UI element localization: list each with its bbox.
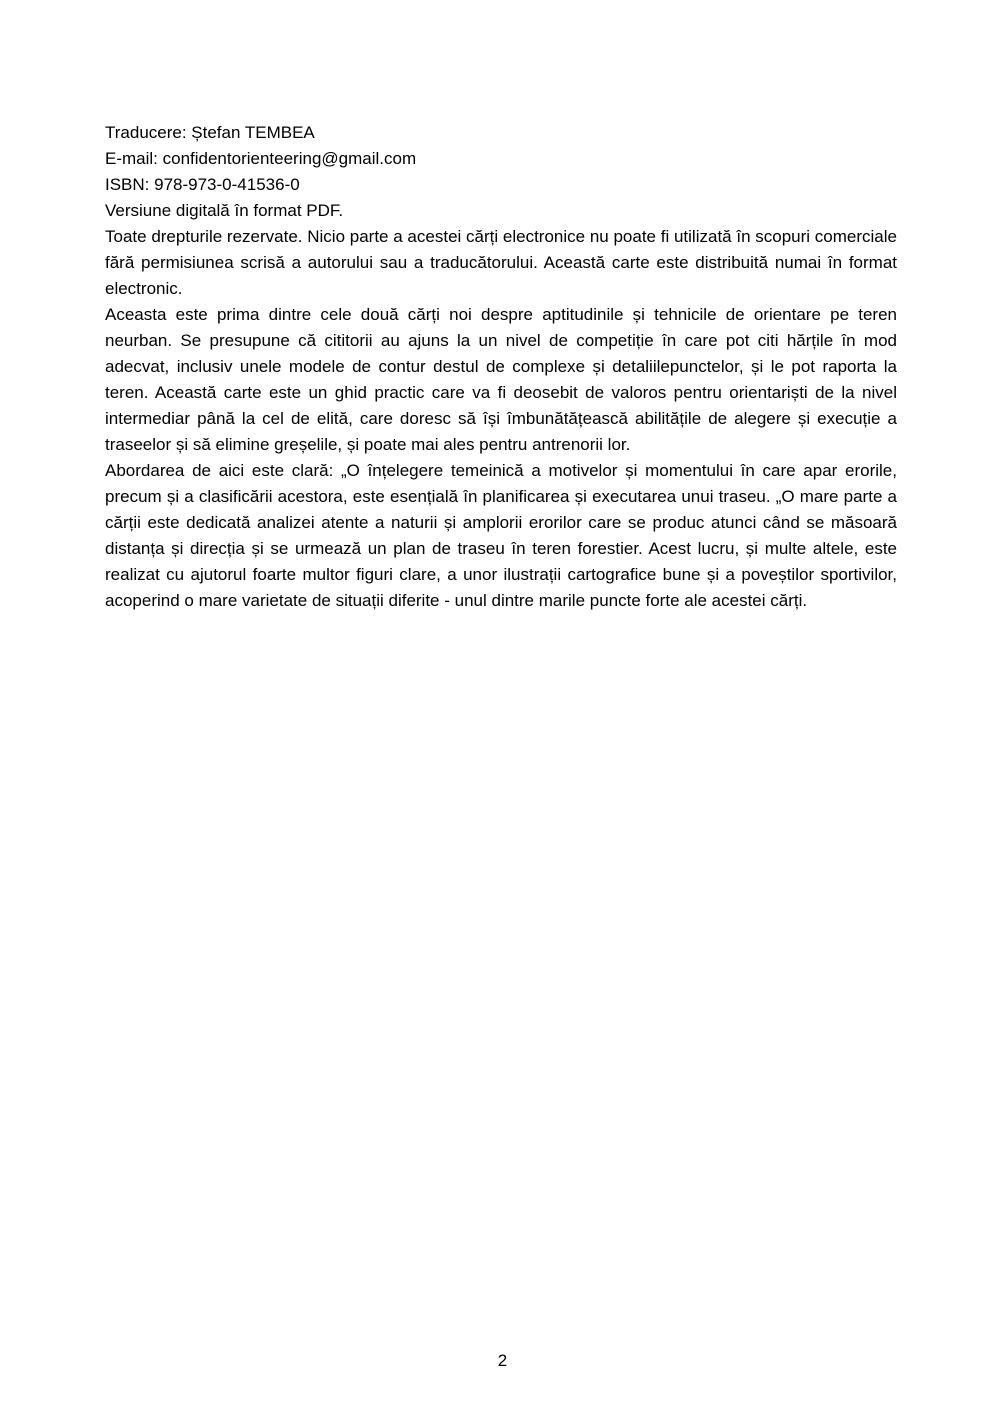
- intro-paragraph: Aceasta este prima dintre cele două cărți noi despre aptitudinile și tehnicile de orientare pe teren neurban. Se presupune că cititorii au ajuns la un nivel de competiție în care pot citi hărțile în mod adecvat, inclusiv unele modele de contur destul de complexe și detaliilepunctelor, și le pot raporta la teren. Această carte este un ghid practic care va fi deosebit de valoros pentru orientariști de la nivel intermediar până la cel de elită, care doresc să își îmbunătățească abilitățile de alegere și execuție a traseelor și să elimine greșelile, și poate mai ales pentru antrenorii lor.: [105, 305, 897, 454]
- translator-line: Traducere: Ștefan TEMBEA: [105, 123, 315, 142]
- email-line: E-mail: confidentorienteering@gmail.com: [105, 149, 417, 168]
- isbn-line: ISBN: 978-973-0-41536-0: [105, 175, 300, 194]
- page-content: [105, 120, 897, 614]
- page-number: 2: [497, 1351, 508, 1370]
- format-line: Versiune digitală în format PDF.: [105, 201, 344, 220]
- credits-block: [105, 120, 897, 198]
- copyright-paragraph: Toate drepturile rezervate. Nicio parte a acestei cărți electronice nu poate fi utilizată în scopuri comerciale fără permisiunea scrisă a autorului sau a traducătorului. Această carte este distribuită numai în format electronic.: [105, 227, 897, 298]
- review-paragraph: Abordarea de aici este clară: „O înțelegere temeinică a motivelor și momentului în care apar erorile, precum și a clasificării acestora, este esențială în planificarea și executarea unui traseu. „O mare parte a cărții este dedicată analizei atente a naturii și amplorii erorilor care se produc atunci când se măsoară distanța și direcția și se urmează un plan de traseu în teren forestier. Acest lucru, și multe altele, este realizat cu ajutorul foarte multor figuri clare, a unor ilustrații cartografice bune și a poveștilor sportivilor, acoperind o mare varietate de situații diferite - unul dintre marile puncte forte ale acestei cărți.: [105, 461, 897, 610]
